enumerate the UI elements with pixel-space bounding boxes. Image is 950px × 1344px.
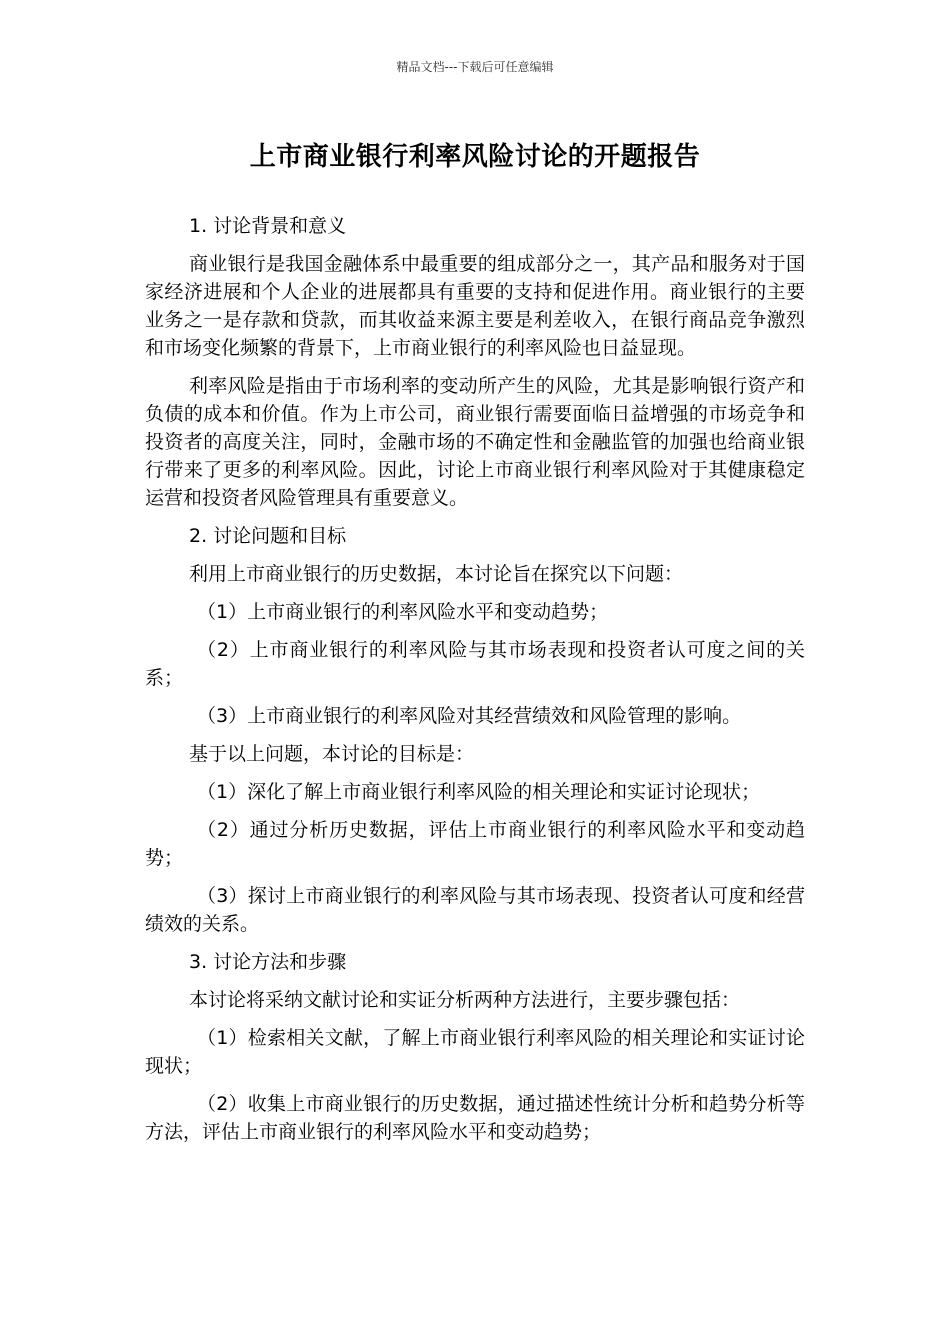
section-heading: 1. 讨论背景和意义 (189, 215, 347, 237)
list-item: （2）收集上市商业银行的历史数据，通过描述性统计分析和趋势分析等方法，评估上市商业银行的利率风险水平和变动趋势； (145, 1093, 805, 1143)
list-item: （2）通过分析历史数据，评估上市商业银行的利率风险水平和变动趋势； (145, 819, 805, 869)
body-paragraph: 商业银行是我国金融体系中最重要的组成部分之一，其产品和服务对于国家经济进展和个人企业的进展都具有重要的支持和促进作用。商业银行的主要业务之一是存款和贷款，而其收益来源主要是利差收入，在银行商品竞争激烈和市场变化频繁的背景下，上市商业银行的利率风险也日益显现。 (145, 253, 805, 359)
page-header: 精品文档---下载后可任意编辑 (396, 60, 554, 74)
list-item: （3）上市商业银行的利率风险对其经营绩效和风险管理的影响。 (197, 705, 742, 727)
list-item: （2）上市商业银行的利率风险与其市场表现和投资者认可度之间的关系； (145, 639, 805, 689)
section-heading: 3. 讨论方法和步骤 (189, 951, 347, 973)
list-item: （1）深化了解上市商业银行利率风险的相关理论和实证讨论现状； (197, 781, 761, 803)
document-title: 上市商业银行利率风险讨论的开题报告 (249, 142, 701, 172)
body-paragraph: 利用上市商业银行的历史数据，本讨论旨在探究以下问题： (189, 563, 684, 585)
body-paragraph: 利率风险是指由于市场利率的变动所产生的风险，尤其是影响银行资产和负债的成本和价值。作为上市公司，商业银行需要面临日益增强的市场竞争和投资者的高度关注，同时，金融市场的不确定性和金融监管的加强也给商业银行带来了更多的利率风险。因此，讨论上市商业银行利率风险对于其健康稳定运营和投资者风险管理具有重要意义。 (145, 375, 805, 509)
list-item: （1）上市商业银行的利率风险水平和变动趋势； (197, 601, 609, 623)
list-item: （3）探讨上市商业银行的利率风险与其市场表现、投资者认可度和经营绩效的关系。 (145, 885, 805, 935)
section-heading: 2. 讨论问题和目标 (189, 525, 347, 547)
body-paragraph: 基于以上问题，本讨论的目标是： (189, 743, 475, 765)
document-body (145, 212, 805, 1156)
body-paragraph: 本讨论将采纳文献讨论和实证分析两种方法进行，主要步骤包括： (189, 989, 741, 1011)
list-item: （1）检索相关文献，了解上市商业银行利率风险的相关理论和实证讨论现状； (145, 1027, 805, 1077)
